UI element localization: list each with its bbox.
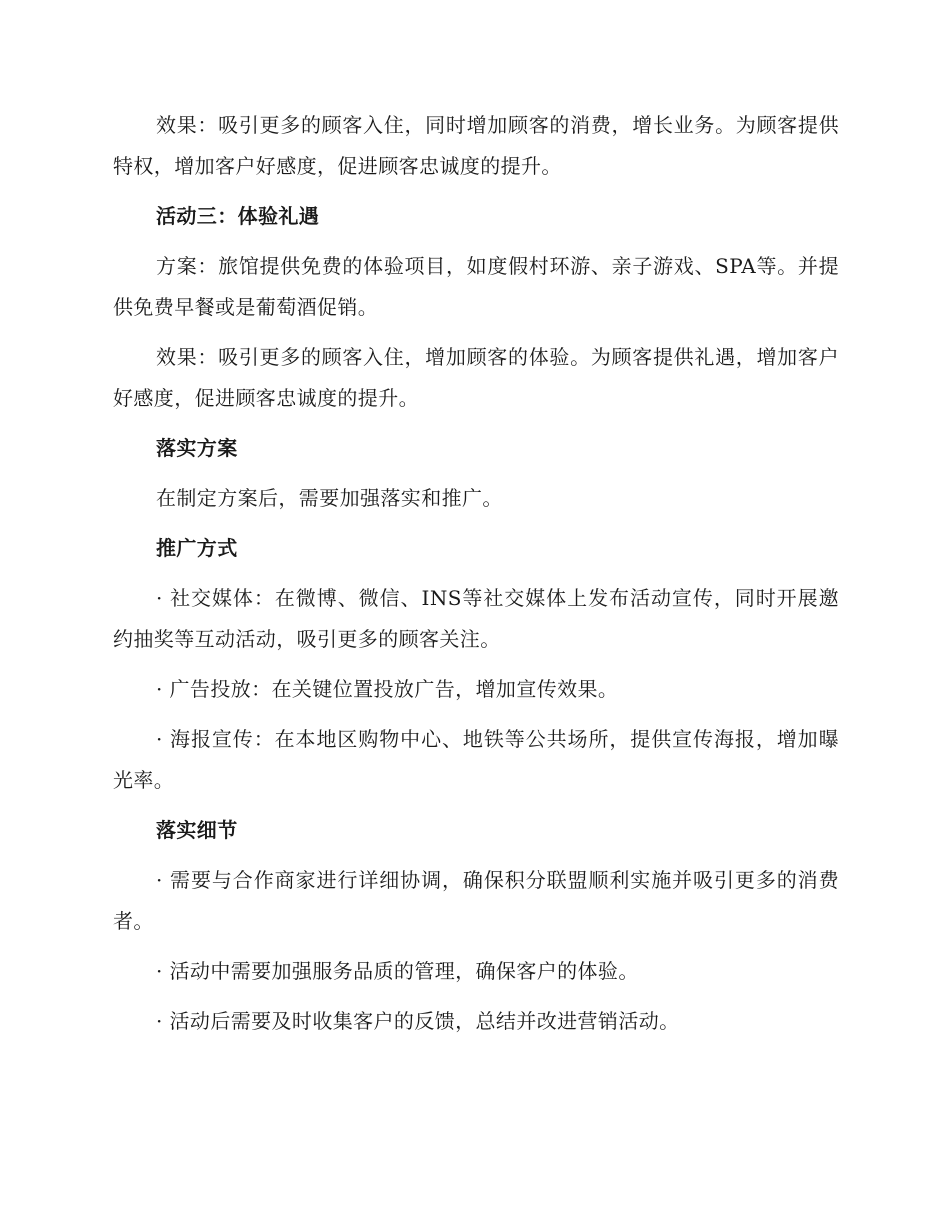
bullet-posters: · 海报宣传：在本地区购物中心、地铁等公共场所，提供宣传海报，增加曝光率。 (113, 727, 839, 792)
bullet-social-media: · 社交媒体：在微博、微信、INS等社交媒体上发布活动宣传，同时开展邀约抽奖等互动活动，吸引更多的顾客关注。 (113, 586, 839, 651)
bullet-feedback: · 活动后需要及时收集客户的反馈，总结并改进营销活动。 (156, 1009, 680, 1033)
bullet-partner-coordination: · 需要与合作商家进行详细协调，确保积分联盟顺利实施并吸引更多的消费者。 (113, 868, 839, 933)
document-body (113, 105, 839, 1051)
bullet-advertising: · 广告投放：在关键位置投放广告，增加宣传效果。 (156, 677, 619, 701)
heading-promotion-methods: 推广方式 (156, 536, 238, 560)
paragraph-effect-3: 效果：吸引更多的顾客入住，增加顾客的体验。为顾客提供礼遇，增加客户好感度，促进顾客忠诚度的提升。 (113, 345, 839, 410)
paragraph-plan-3: 方案：旅馆提供免费的体验项目，如度假村环游、亲子游戏、SPA等。并提供免费早餐或是葡萄酒促销。 (113, 254, 839, 319)
heading-implementation-details: 落实细节 (156, 818, 238, 842)
heading-activity-3: 活动三：体验礼遇 (156, 204, 320, 228)
paragraph-implementation-intro: 在制定方案后，需要加强落实和推广。 (156, 486, 503, 510)
heading-implementation: 落实方案 (156, 436, 238, 460)
bullet-service-quality: · 活动中需要加强服务品质的管理，确保客户的体验。 (156, 959, 639, 983)
paragraph-effect-2: 效果：吸引更多的顾客入住，同时增加顾客的消费，增长业务。为顾客提供特权，增加客户好感度，促进顾客忠诚度的提升。 (113, 113, 839, 178)
